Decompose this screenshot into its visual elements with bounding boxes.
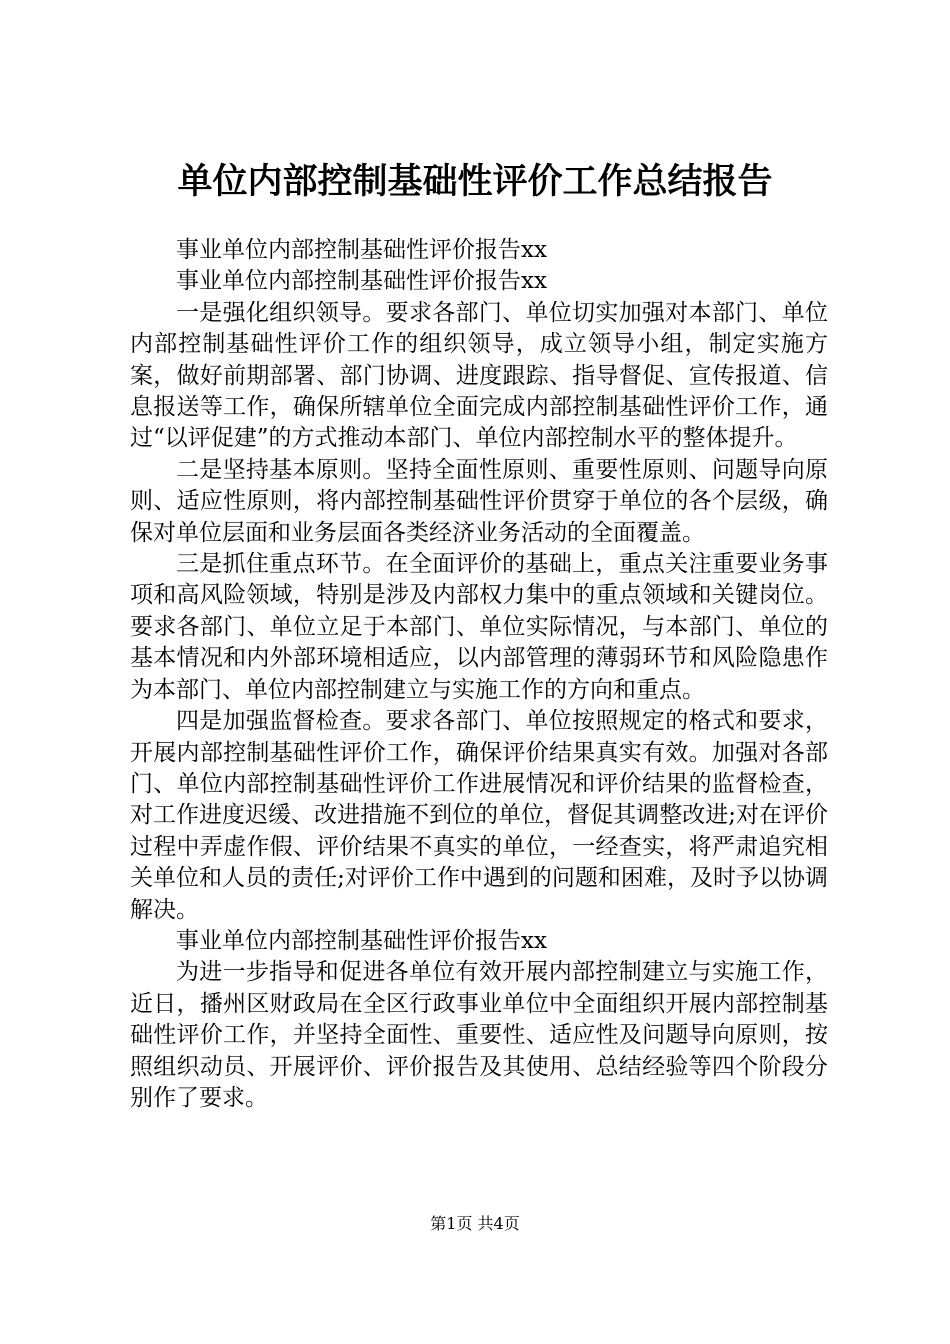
paragraph-bozhou-finance: 为进一步指导和促进各单位有效开展内部控制建立与实施工作，近日，播州区财政局在全区行政事业单位中全面组织开展内部控制基础性评价工作，并坚持全面性、重要性、适应性及问题导向原则，按照组织动员、开展评价、评价报告及其使用、总结经验等四个阶段分别作了要求。 [130,959,828,1111]
paragraph-subtitle-1: 事业单位内部控制基础性评价报告xx [176,237,547,263]
paragraph-subtitle-2: 事业单位内部控制基础性评价报告xx [176,268,547,295]
paragraph-basic-principles: 二是坚持基本原则。坚持全面性原则、重要性原则、问题导向原则、适应性原则，将内部控制基础性评价贯穿于单位的各个层级，确保对单位层面和业务层面各类经济业务活动的全面覆盖。 [130,456,828,546]
document-title: 单位内部控制基础性评价工作总结报告 [177,161,773,202]
paragraph-key-links: 三是抓住重点环节。在全面评价的基础上，重点关注重要业务事项和高风险领域，特别是涉及内部权力集中的重点领域和关键岗位。要求各部门、单位立足于本部门、单位实际情况，与本部门、单位的基本情况和内外部环境相适应，以内部管理的薄弱环节和风险隐患作为本部门、单位内部控制建立与实施工作的方向和重点。 [130,551,828,703]
paragraph-supervision-inspection: 四是加强监督检查。要求各部门、单位按照规定的格式和要求，开展内部控制基础性评价工作，确保评价结果真实有效。加强对各部门、单位内部控制基础性评价工作进展情况和评价结果的监督检查，对工作进度迟缓、改进措施不到位的单位，督促其调整改进;对在评价过程中弄虚作假、评价结果不真实的单位，一经查实，将严肃追究相关单位和人员的责任;对评价工作中遇到的问题和困难，及时予以协调解决。 [130,708,828,923]
page-number-footer: 第1页 共4页 [430,1214,520,1233]
paragraph-subtitle-3: 事业单位内部控制基础性评价报告xx [176,927,547,954]
document-body [130,235,828,1114]
paragraph-organization-leadership: 一是强化组织领导。要求各部门、单位切实加强对本部门、单位内部控制基础性评价工作的组织领导，成立领导小组，制定实施方案，做好前期部署、部门协调、进度跟踪、指导督促、宣传报道、信息报送等工作，确保所辖单位全面完成内部控制基础性评价工作，通过“以评促建”的方式推动本部门、单位内部控制水平的整体提升。 [130,299,828,452]
